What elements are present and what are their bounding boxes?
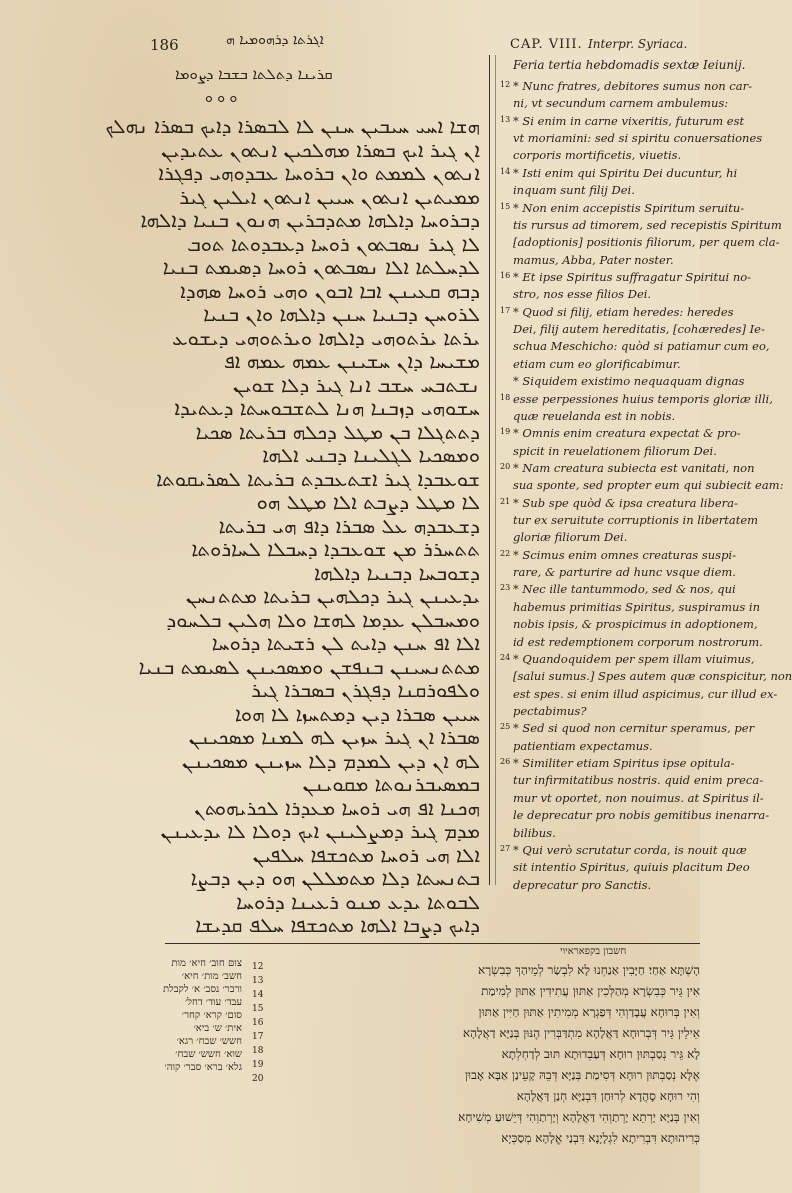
syriac-line: ܘܡܣܟܝܐ ܠܓܠܝܢܐ ܕܒܢܝ ܐܠܗܐ [262,443,480,468]
hebrew-side-note: חשש׳ שבח׳ רגא׳ [176,1036,242,1047]
hebrew-verse-number: 20 [252,1074,264,1084]
hebrew-side-note: אית׳ ש׳ ביא׳ [193,1023,242,1034]
hebrew-line: לָא גֵּיר נְסַבְתּוּן רוּחָא דְּעַבְדוּתָא תּוּב לְדַחְלְתָא [501,1047,700,1061]
hebrew-block-label: חשבון בקפאראיוי [560,946,627,957]
hebrew-verse-number: 17 [252,1032,264,1042]
latin-line: Dei, filij autem hereditatis, [cohæredes] Ie- [513,322,765,337]
latin-line: * Sub spe quòd & ipsa creatura libera- [513,495,738,510]
latin-verse-number: 15 [500,201,511,211]
latin-line: tur ex seruitute corruptionis in libertatem [513,513,759,528]
latin-verse-number: 19 [500,427,511,437]
latin-line: patientiam expectamus. [513,738,653,753]
latin-verse-number: 22 [500,548,511,558]
syriac-line: ܬܬܚܪܪ ܡܢ ܫܘܥܒܕܐ ܕܚܒܠܐ ܠܚܐܪܘܬܐ [191,537,480,562]
latin-line: vt moriamini: sed si spiritu conuersationes [513,131,763,146]
latin-line: deprecatur pro Sanctis. [513,877,652,892]
latin-line: * Scimus enim omnes creaturas suspi- [513,547,736,562]
syriac-line: ܕܫܘܒܚܐ ܕܒܢܝܐ ܕܐܠܗܐ [313,560,480,585]
syriac-line: ܢܫܬܒܚ ܚܫܒ ܐܢܐ ܓܝܪ ܕܠܐ ܫܘܝܢ [233,372,480,397]
hebrew-line: וְהִי רוּחָא סָהֲדָא לְרוּחַן דִּבְנַיָּא חְנַן דַּאֲלָהָא [516,1089,700,1103]
latin-line: spicit in reuelationem filiorum Dei. [513,443,717,458]
latin-line: rare, & parturire ad hunc vsque diem. [513,565,736,580]
latin-line: * Sed si quod non cernitur speramus, per [513,721,755,736]
footer-rule [165,943,700,944]
latin-line: [salui sumus.] Spes autem quæ conspicitur, non [513,669,792,684]
syriac-line: ܠܒܘܬܐ ܝܕܥ ܡܢܘ ܪܥܝܢܐ ܕܪܘܚܐ [236,889,480,914]
latin-line: * Omnis enim creatura expectat & pro- [513,426,741,441]
latin-line: [adoptionis] positionis filiorum, per quem cla- [513,235,780,250]
chapter-heading: CAP. VIII. [510,37,583,52]
syriac-line: ܐܢܬܘܢ ܠܡܡܬ ܘܐܢ ܒܪܘܚܐ ܥܒܕܘܗܝ ܕܦܓܪܐ [158,161,480,186]
latin-line: tis rursus ad timorem, sed recepistis Spiritum [513,217,782,232]
syriac-lection-title: ܩܪܝܢܐ ܕܬܠܬܐ ܒܫܒܐ ܕܨܘܡܐ [175,65,333,83]
hebrew-verse-number: 18 [252,1046,264,1056]
syriac-line: ܠܕܚܠܬܐ ܐܠܐ ܢܣܒܬܘܢ ܪܘܚܐ ܕܣܝܡܬ ܒܢܝܐ [162,255,480,280]
hebrew-side-note: צוםּ חוב׳ חיא׳ מות [171,958,242,969]
syriac-line: ܗܫܐ ܐܚܝ ܚܝܒܝܢ ܚܢܢ ܠܐ ܠܒܣܪܐ ܕܐܝܟ ܒܣܪܐ ܢܗܠܟ [105,114,480,138]
latin-line: nobis ipsis, & prospicimus in adoptionem, [513,617,758,632]
syriac-line: ܒܡܣܝܒܪܢܘܬܐ ܡܩܘܝܢܢ [302,772,480,797]
syriac-line: ܝܪܬܐ ܝܪܬܘܗܝ ܕܐܠܗܐ ܘܝܪܬܘܗܝ ܕܝܫܘܥ [172,325,480,350]
latin-verse-number: 23 [500,583,511,593]
hebrew-verse-number: 19 [252,1060,264,1070]
latin-verse-number: 17 [500,305,511,315]
latin-line: tur infirmitatibus nostris. quid enim preca- [513,773,764,788]
hebrew-line: וְאִין בְּרוּחָא עֲבָדַוְהִי דְּפַגְרָא מְמִיתִין אַתּוּן חַיִּין אַתּוּן [478,1005,700,1019]
latin-line: * Si enim in carne vixeritis, futurum est [513,113,745,128]
syriac-line: ܕܫܥܒܕܗ ܥܠ ܣܒܪܐ ܕܐܦ ܗܝ ܒܪܝܬܐ [218,513,480,538]
syriac-line: ܡܕܡ ܓܝܪ ܕܡܨܠܝܢܢ ܐܝܟ ܕܘܠܐ ܠܐ ܝܕܥܝܢܢ [160,819,480,844]
latin-verse-number: 13 [500,114,511,124]
latin-verse-number: 24 [500,652,511,662]
latin-line: esse perpessiones huius temporis gloriæ illi, [513,391,773,406]
page-number: 186 [150,36,179,54]
hebrew-verse-number: 12 [252,962,264,972]
latin-line: schua Meschicho: quòd si patiamur cum eo, [513,339,770,354]
latin-line: ni, vt secundum carnem ambulemus: [513,96,729,111]
syriac-line: ܘܠܦܘܪܩܢܐ ܕܦܓܪܢ ܒܣܒܪܐ ܓܝܪ [251,678,480,703]
latin-line: * Siquidem existimo nequaquam dignas [513,374,745,389]
latin-line: gloriæ filiorum Dei. [513,530,628,545]
latin-verse-number: 12 [500,80,511,89]
latin-line: * Nunc fratres, debitores sumus non car- [513,79,752,93]
latin-line: * Nam creatura subiecta est vanitati, non [513,460,755,475]
latin-line: inquam sunt filij Dei. [513,183,635,198]
hebrew-verse-number: 16 [252,1018,264,1028]
syriac-line: ܕܬܬܓܠܐ ܒܢ ܡܛܠ ܕܟܠܗ ܒܪܝܬܐ ܣܟܝܐ [195,419,480,444]
syriac-line: ܐܠܐ ܐܦ ܚܢܢ ܕܐܝܬ ܠܢ ܪܫܝܬܐ ܕܪܘܚܐ [211,631,480,656]
column-divider [489,55,490,885]
syriac-line: ܚܫܘܗܝ ܕܙܒܢܐ ܗܢܐ ܠܬܫܒܘܚܬܐ ܕܥܬܝܕܐ [174,396,480,421]
latin-line: le deprecatur pro nobis gemitibus inenarra- [513,808,770,823]
column-divider-secondary [495,55,496,885]
syriac-line: ܝܕܥܝܢܢ ܓܝܪ ܕܟܠܗܝܢ ܒܪܝܬܐ ܡܬܬܢܚܢ [185,584,480,609]
latin-line: est spes. si enim illud aspicimus, cur illud ex- [513,686,778,701]
latin-line: * Quod si filij, etiam heredes: heredes [513,304,734,319]
hebrew-line: הָשְׁתָּא אַחַי׃ חַיָּבִין אַנַחְנוּ לָא לִבְשַׂר לְמֵיהַךְ כְּבִשְׂרָא [478,963,700,977]
syriac-line: ܕܒܗ ܩܥܝܢܢ ܐܒܐ ܐܒܘܢ ܘܗܝ ܪܘܚܐ ܣܗܕܐ [180,278,480,303]
latin-line: habemus primitias Spiritus, suspiramus in [513,599,761,614]
syriac-line: ܗܟܢܐ ܐܦ ܗܝ ܪܘܚܐ ܡܥܕܪܐ ܠܟܪܝܗܘܬܢ [193,795,480,820]
syriac-line: ܐܠܐ ܗܝ ܪܘܚܐ ܡܬܟܫܦܐ ܚܠܦܝܢ [252,842,480,867]
syriac-line: ܠܗ ܐܢ ܕܝܢ ܠܡܕܡ ܕܠܐ ܚܙܝܢܢ ܡܣܟܝܢܢ [182,748,480,773]
hebrew-side-note: גלא׳ ברא׳ סבר׳ קוה׳ [164,1062,242,1073]
latin-line: etiam cum eo glorificabimur. [513,356,681,371]
hebrew-line: אִין גֵּיר כְּבִשְׂרָא מְהַלְּכִין אַתּוּן עֲתִידִין אַתּוּן לְמִימַת [481,984,700,998]
latin-line: id est redemptionem corporum nostrorum. [513,634,763,649]
latin-line: * Nec ille tantummodo, sed & nos, qui [513,582,736,597]
syriac-line: ܠܐ ܡܛܠ ܕܨܒܬ ܐܠܐ ܡܛܠ ܗܘ [256,490,480,515]
latin-line: bilibus. [513,825,556,840]
latin-line: mur vt oportet, non nouimus. at Spiritus il- [513,790,764,805]
latin-line: mamus, Abba, Pater noster. [513,252,674,267]
syriac-line: ܘܡܚܒܠܢ ܥܕܡܐ ܠܗܫܐ ܘܠܐ ܗܠܝܢ ܒܠܚܘܕ [166,607,480,632]
latin-line: sua sponte, sed propter eum qui subiecit eam: [513,478,784,493]
latin-line: * Et ipse Spiritus suffragatur Spiritui no- [513,269,752,284]
hebrew-side-note: עבד׳ עוד׳ דחל׳ [184,997,242,1008]
hebrew-line: אֵילֵין גֵּיר דְּבְרוּחָא דַּאֲלָהָא מִתְדַּבְּרִין הֶנּוּן בְּנַיָּא דַאֲלָהָא [462,1026,700,1040]
syriac-line: ܡܫܝܚܐ ܕܐܢ ܚܫܝܢܢ ܥܡܗ ܥܡܗ ܐܦ [223,349,480,374]
hebrew-line: וְאִין בְּנַיָּא יָרְתֵא יָרְתַוְהִי דַּאֲלָהָא וְיָרְתַוְהִי דְּיֵשׁוּעַ מְשִׁיחָא [458,1110,700,1124]
hebrew-verse-number: 13 [252,976,264,986]
latin-verse-number: 18 [500,392,511,402]
latin-line: * Isti enim qui Spiritu Dei ducuntur, hi [513,165,738,180]
latin-line: pectabimus? [513,704,587,719]
latin-verse-number: 27 [500,843,511,853]
syriac-line: ܕܒܪܘܚܐ ܕܐܠܗܐ ܡܬܕܒܪܝܢ ܗܢܘܢ ܒܢܝܐ ܕܐܠܗܐ [140,208,480,233]
syriac-line: ܫܘܥܒܕܐ ܓܝܪ ܐܫܬܥܒܕܬ ܒܪܝܬܐ ܠܣܪܝܩܘܬܐ [156,466,480,491]
latin-verse-number: 21 [500,496,511,506]
latin-verse-number: 16 [500,270,511,280]
syriac-line: ܕܐܝܟ ܕܨܒܐ ܐܠܗܐ ܡܬܟܫܦܐ ܚܠܦ ܩܕܝܫܐ [195,913,480,938]
syriac-line: ܚܝܝܢ ܣܒܪܐ ܕܝܢ ܕܡܬܚܙܐ ܠܐ ܗܘܐ [234,701,480,726]
syriac-line: ܣܒܪܐ ܐܢ ܓܝܪ ܚܙܝܢ ܠܗ ܠܡܢܐ ܡܣܟܝܢܢ [188,725,480,750]
syriac-line: ܠܐ ܓܝܪ ܢܣܒܬܘܢ ܪܘܚܐ ܕܥܒܕܘܬܐ ܬܘܒ [187,231,480,256]
syriac-line: ܐܢ ܓܝܪ ܐܝܟ ܒܣܪܐ ܡܗܠܟܝܢ ܐܢܬܘܢ ܥܬܝܕܝܢ [161,137,480,162]
latin-line: * Quandoquidem per spem illam viuimus, [513,651,755,666]
hebrew-line: כְּרִיהוּתָא דִּבְרִיתָא לִגְלָיָנָא דִּבְנַי אֱלָהָא מְסַכְּיָא [501,1131,700,1145]
hebrew-side-note: ורבר׳ נסב׳ א׳ לקבלת [162,984,242,995]
syriac-lection-title-ornament: ܘ ܘ ܘ [205,90,238,106]
latin-verse-number: 25 [500,722,511,732]
latin-line: * Similiter etiam Spiritus ipse opitula- [513,756,735,771]
latin-line: corporis mortificetis, viuetis. [513,148,682,163]
hebrew-side-note: שוא׳ חשש׳ שבח׳ [175,1049,242,1060]
hebrew-side-note: חשב׳ מות׳ חיא׳ [181,971,242,982]
interpretation-label: Interpr. Syriaca. [588,37,688,51]
running-title-syriac: ܐܓܪܬܐ ܕܪܗܘܡܝܐ ܗ [226,32,324,48]
syriac-line: ܒܬܢܚܬܐ ܕܠܐ ܡܬܡܠܠܢ ܗܘ ܕܝܢ ܕܒܨܐ [190,866,480,891]
latin-line: * Non enim accepistis Spiritum seruitu- [513,200,745,215]
syriac-line: ܡܬܬܢܚܝܢܢ ܒܢܦܫܢ ܘܡܣܟܝܢܢ ܠܣܝܡܬ ܒܢܝܐ [138,654,480,679]
latin-line: stro, nos esse filios Dei. [513,287,652,302]
latin-lection-heading: Feria tertia hebdomadis sextæ Ieiunij. [513,58,746,72]
syriac-line: ܡܡܝܬܝܢ ܐܢܬܘܢ ܚܝܝܢ ܐܢܬܘܢ ܐܝܠܝܢ ܓܝܪ [179,184,480,209]
latin-line: * Qui verò scrutatur corda, is nouit quæ [513,842,747,857]
latin-verse-number: 26 [500,757,511,767]
latin-line: quæ reuelanda est in nobis. [513,408,676,423]
hebrew-side-note: סום׳ קרא׳ קחר׳ [181,1010,242,1021]
syriac-line: ܠܪܘܚܢ ܕܒܢܝܐ ܚܢܢ ܕܐܠܗܐ ܘܐܢ ܒܢܝܐ [203,302,480,327]
latin-verse-number: 20 [500,461,511,471]
hebrew-verse-number: 15 [252,1004,264,1014]
hebrew-verse-number: 14 [252,990,264,1000]
hebrew-line: אֶלָּא נְסַבְתּוּן רוּחָא דְּסִימַת בְּנַיָּא דְּבֵהּ קָעֵינַן אַבָּא אָבוּן [464,1068,700,1082]
latin-line: sit intentio Spiritus, quiuis placitum Deo [513,860,750,875]
latin-verse-number: 14 [500,166,511,176]
